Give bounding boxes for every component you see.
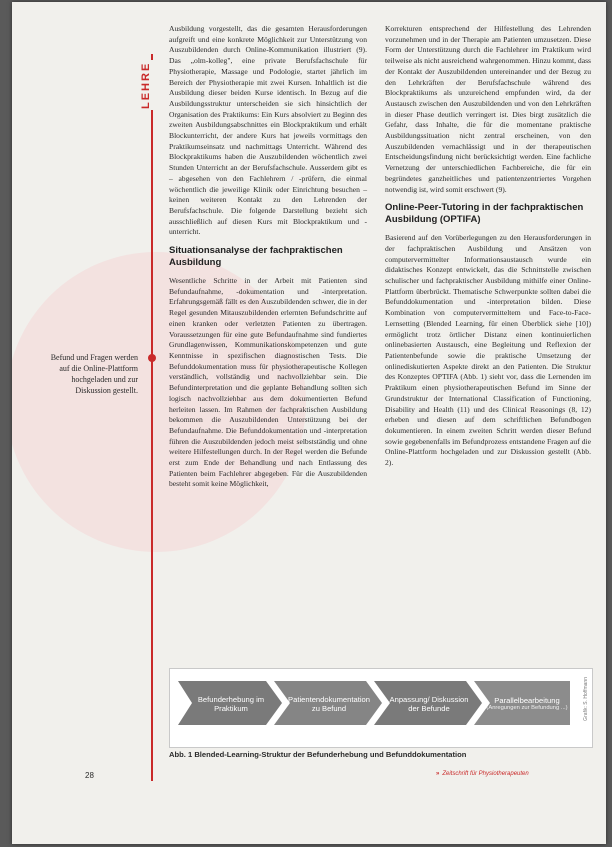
- process-step: [386, 685, 472, 723]
- marginal-note: Befund und Fragen werden auf die Online-Plattform hochgeladen und zur Diskussion gestellt.: [50, 353, 138, 395]
- process-step: [286, 685, 372, 723]
- figure-credit: Grafik: S. Hoffmann: [583, 677, 589, 721]
- section-heading: Situationsanalyse der fachpraktischen Ausbildung: [169, 245, 343, 269]
- section-rule: [151, 54, 153, 781]
- process-step: [484, 685, 570, 723]
- figure-process-diagram: [169, 668, 593, 748]
- process-step: [188, 685, 274, 723]
- journal-footer: [436, 771, 529, 777]
- paragraph: Korrekturen entsprechend der Hilfestellung des Lehrenden vorzunehmen und in der Therapie am Patienten umzusetzen. Diese Form der Unterstützung durch die Fachlehrer im Praktikum wird teilweise als nicht ausreichend wahrgenommen. Hinzu kommt, dass der Kontakt der Auszubildenden untereinander und der Bezug zu den Lehrkräften der Berufsfachschule während des Blockpraktikums als unzureichend empfunden wird, da der Austausch zwischen den Auszubildenden und von den Lehrkräften in dieser Phase deutlich verringert ist. Dies birgt zusätzlich die Gefahr, dass Inhalte, die für die momentane praktische Ausbildungssituation nicht zentral erscheinen, von den Auszubildenden vernachlässigt und in der therapeutischen Entscheidungsfindung nicht berücksichtigt werden. Eine fachliche Vernetzung der unterschiedlichen Fachbereiche, die für ein begründetes ganzheitliches und patientenzentriertes Vorgehen notwendig ist, wird somit erschwert (9).: [385, 24, 591, 194]
- paragraph: Wesentliche Schritte in der Arbeit mit Patienten sind Befundaufnahme, -dokumentation und -interpretation. Erfahrungsgemäß fällt es den Auszubildenden schwer, die in der Regel gesunden Mitauszubildenden erlernten Befundschritte auf einen kranken oder verletzten Patienten zu übertragen. Voraussetzungen für eine gute Befundaufnahme sind fundiertes Grundlagenwissen, Kommunikationskompetenzen und gute Kenntnisse in spezifischen diagnostischen Tests. Die Befunddokumentation muss für physiotherapeutische Kollegen verständlich, vollständig und nachvollziehbar sein. Die Befundinterpretation und die geplante Behandlung sollten sich logisch nachvollziehbar aus dem dokumentierten Befund herleiten lassen. Im Rahmen der fachpraktischen Ausbildung bekommen die Auszubildenden Unterstützung bei der Befundaufnahme. Die Befunddokumentation und -interpretation führen die Auszubildenden jedoch meist selbstständig und ohne weitere Hilfestellungen durch. In der Regel werden die Befunde erst zum Ende der Behandlung und nach Entlassung des Patienten beim Fachlehrer abgegeben. Für die Auszubildenden besteht somit keine Möglichkeit,: [169, 276, 367, 489]
- process-step-sublabel: (Anregungen zur Befundung ...): [486, 705, 568, 712]
- process-step-label: Anpassung/ Diskussion der Befunde: [389, 694, 469, 713]
- process-step-label: Patientendokumentation zu Befund: [288, 694, 370, 713]
- process-step-label: Parallelbearbeitung: [494, 695, 560, 705]
- section-tag: LEHRE: [140, 60, 162, 110]
- left-column: [169, 24, 367, 490]
- section-heading: Online-Peer-Tutoring in der fachpraktischen Ausbildung (OPTIFA): [385, 202, 584, 226]
- journal-page: [12, 2, 606, 844]
- right-column: [385, 24, 591, 469]
- process-step-label: Befunderhebung im Praktikum: [197, 694, 265, 713]
- paragraph: Basierend auf den Vorüberlegungen zu den Herausforderungen in der fachpraktischen Ausbildung und Ansätzen von computervermittelter Informationsaustausch wurde ein didaktisches Konzept entwickelt, das die Schnittstelle zwischen schulischer und fachpraktischer Ausbildung mithilfe einer Online-Plattform überbrückt. Thematische Schwerpunkte sollten dabei die Befunddokumentation und -interpretation bilden. Diese Kombination von computervermitteltem und Face-to-Face-Lernsetting (Blended Learning, für einen Überblick siehe [10]) ermöglicht trotz örtlicher Distanz einen kontinuierlichen onlinebasierten Austausch, eine Begleitung und Reflexion der Patientenbefunde sowie die praktische Umsetzung der onlinediskutierten Aspekte direkt an den Patienten. Die Struktur des Konzeptes OPTIFA (Abb. 1) sieht vor, dass die Lernenden im Praktikum einen physiotherapeutischen Befund im Sinne der Grundstruktur der International Classification of Functioning, Disability and Health (11) und des Clinical Reasonings (8, 12) erheben und diesen auf dem schriftlichen Befundbogen dokumentieren. In einem zweiten Schritt werden dieser Befund sowie gegebenenfalls im Befundprozess entstandene Fragen auf die Online-Plattform hochgeladen und zur Diskussion gestellt (Abb. 2).: [385, 233, 591, 468]
- footer-marker-icon: »: [436, 771, 440, 777]
- journal-name: Zeitschrift für Physiotherapeuten: [442, 771, 529, 777]
- figure-caption: Abb. 1 Blended-Learning-Struktur der Befunderhebung und Befunddokumentation: [169, 750, 467, 759]
- marginal-bullet-icon: [148, 354, 156, 362]
- paragraph: Ausbildung vorgestellt, das die gesamten Herausforderungen aufgreift und eine konkrete Möglichkeit zur Unterstützung von Auszubildenden durch Online-Kommunikation illustriert (9). Das „olm-kolleg", eine private Berufsfachschule für Physiotherapie, Massage und Podologie, startet jährlich im Bereich der Physiotherapie mit zwei Kursen. Inhaltlich ist die Ausbildung dieser beiden Kurse identisch. In Bezug auf die Ausbildungsstruktur unterscheiden sie sich hinsichtlich der Organisation des Praktikums: Ein Kurs absolviert zu Beginn des zweiten Ausbildungsabschnittes ein Blockpraktikum und erhält Blockunterricht, der andere Kurs hat jeweils vormittags den Praktikumseinsatz und nachmittags Unterricht. Während des Blockpraktikums haben die Auszubildenden wöchentlich zwei Stunden Unterricht an der Berufsfachschule. Ausserdem gibt es – abgesehen von den Fachlehrern / -prüfern, die einmal wöchentlich die jeweilige Klinik oder Einrichtung besuchen – keinen weiteren Kontakt zu den Lehrenden der Berufsfachschule. Die folgende Darstellung bezieht sich ausschließlich auf diesen Kurs mit Blockpraktikum und -unterricht.: [169, 24, 367, 237]
- process-flow: [178, 675, 570, 731]
- page-number: 28: [85, 771, 94, 780]
